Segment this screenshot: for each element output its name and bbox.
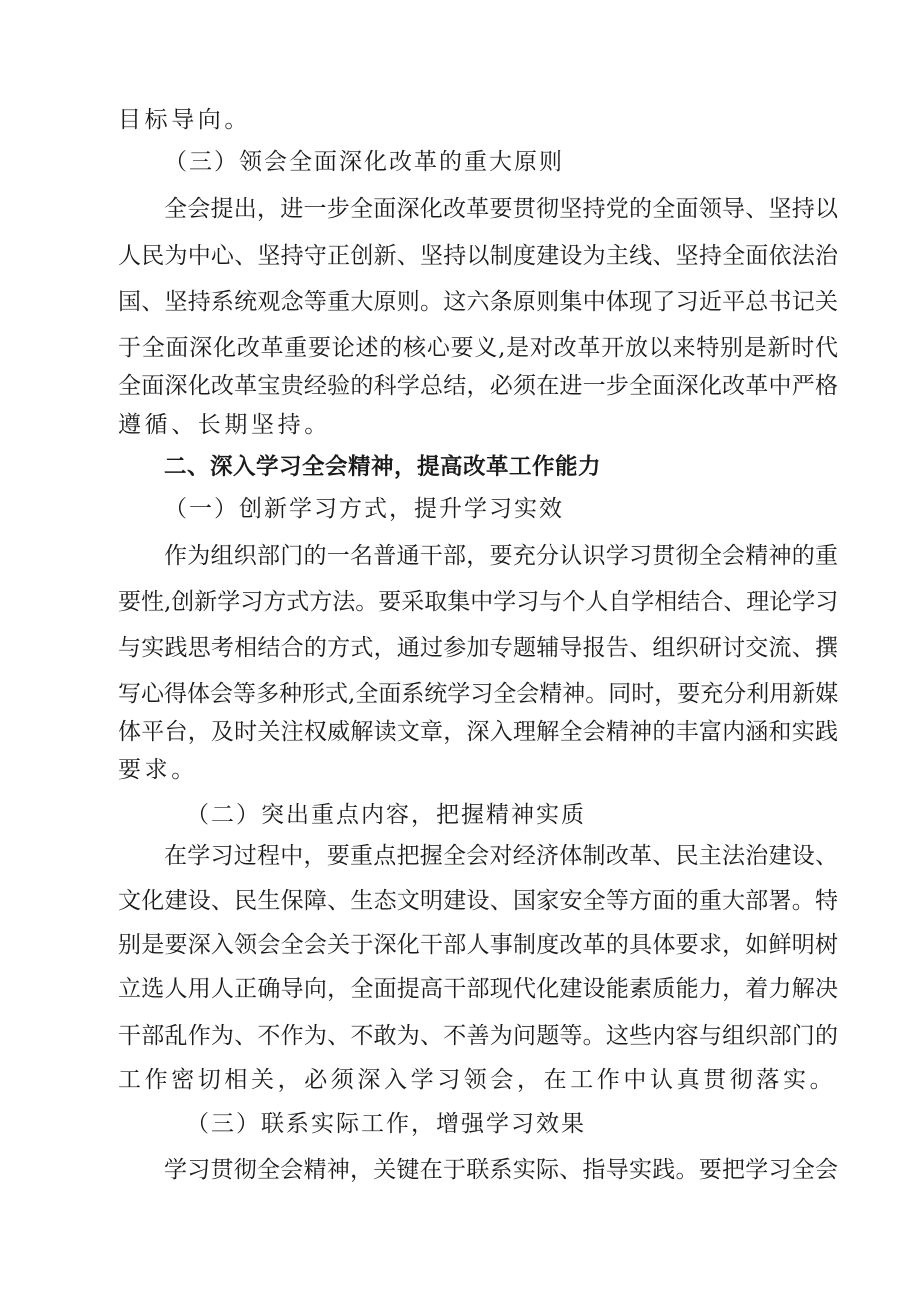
paragraph-line: 目标导向。 bbox=[118, 107, 251, 133]
paragraph-line: 体平台，及时关注权威解读文章，深入理解全会精神的丰富内涵和实践 bbox=[118, 719, 838, 745]
paragraph-line: 干部乱作为、不作为、不敢为、不善为问题等。这些内容与组织部门的 bbox=[118, 1023, 838, 1049]
paragraph-line: 作为组织部门的一名普通干部，要充分认识学习贯彻全会精神的重 bbox=[164, 543, 838, 569]
paragraph-line: 要求。 bbox=[118, 757, 198, 783]
paragraph-line: 文化建设、民生保障、生态文明建设、国家安全等方面的重大部署。特 bbox=[118, 888, 838, 914]
paragraph-line: 在学习过程中，要重点把握全会对经济体制改革、民主法治建设、 bbox=[164, 843, 838, 869]
paragraph-line: 于全面深化改革重要论述的核心要义,是对改革开放以来特别是新时代 bbox=[118, 335, 838, 361]
subsection-heading: （二）突出重点内容，把握精神实质 bbox=[186, 802, 586, 828]
paragraph-line: 全会提出，进一步全面深化改革要贯彻坚持党的全面领导、坚持以 bbox=[164, 196, 838, 222]
paragraph-line: 人民为中心、坚持守正创新、坚持以制度建设为主线、坚持全面依法治 bbox=[118, 243, 838, 269]
paragraph-line: 要性,创新学习方式方法。要采取集中学习与个人自学相结合、理论学习 bbox=[118, 589, 839, 615]
paragraph-line: 学习贯彻全会精神，关键在于联系实际、指导实践。要把学习全会 bbox=[164, 1157, 838, 1183]
paragraph-line: 国、坚持系统观念等重大原则。这六条原则集中体现了习近平总书记关 bbox=[118, 289, 838, 315]
paragraph-line: 与实践思考相结合的方式，通过参加专题辅导报告、组织研讨交流、撰 bbox=[118, 635, 838, 661]
paragraph-line: 全面深化改革宝贵经验的科学总结，必须在进一步全面深化改革中严格 bbox=[118, 373, 838, 399]
paragraph-line: 别是要深入领会全会关于深化干部人事制度改革的具体要求，如鲜明树 bbox=[118, 932, 838, 958]
paragraph-line: 工作密切相关，必须深入学习领会，在工作中认真贯彻落实。 bbox=[118, 1067, 837, 1093]
subsection-heading: （三）领会全面深化改革的重大原则 bbox=[164, 149, 564, 175]
paragraph-line: 立选人用人正确导向，全面提高干部现代化建设能素质能力，着力解决 bbox=[118, 976, 838, 1002]
section-heading: 二、深入学习全会精神，提高改革工作能力 bbox=[164, 454, 602, 480]
paragraph-line: 遵循、长期坚持。 bbox=[118, 412, 331, 438]
subsection-heading: （三）联系实际工作，增强学习效果 bbox=[186, 1111, 586, 1137]
paragraph-line: 写心得体会等多种形式,全面系统学习全会精神。同时，要充分利用新媒 bbox=[118, 681, 839, 707]
subsection-heading: （一）创新学习方式，提升学习实效 bbox=[164, 496, 564, 522]
